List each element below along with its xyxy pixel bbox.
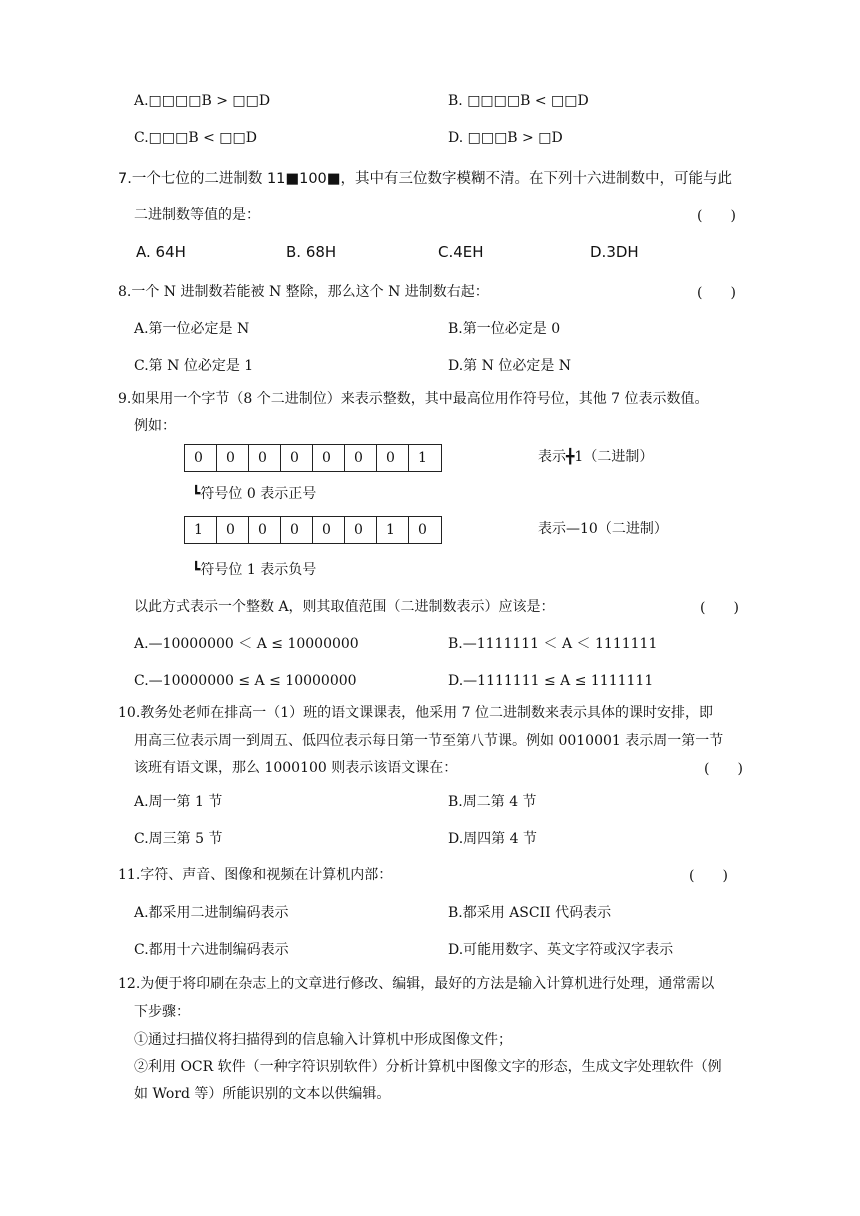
q10-option-a: A.周一第 1 节 [134, 794, 223, 810]
q10-stem-line3: 该班有语文课，那么 1000100 则表示该语文课在： [134, 760, 458, 776]
q9-question: 以此方式表示一个整数 A，则其取值范围（二进制数表示）应该是： [134, 599, 555, 615]
bit-cell: 0 [249, 517, 281, 543]
bit-cell: 0 [217, 445, 249, 471]
q8-option-d: D.第 N 位必定是 N [448, 358, 572, 374]
bit-cell: 0 [418, 522, 427, 538]
bit-cell: 1 [185, 517, 217, 543]
bit-cell: 0 [249, 445, 281, 471]
q9-row2-description: 表示—10（二进制） [538, 521, 668, 537]
q11-stem: 11.字符、声音、图像和视频在计算机内部： [118, 867, 393, 883]
bit-cell: 0 [313, 445, 345, 471]
bit-cell: 0 [185, 445, 217, 471]
q9-byte-box-2 [184, 516, 442, 544]
bit-cell: 0 [281, 517, 313, 543]
q9-option-d: D.—1111111 ≤ A ≤ 1111111 [448, 673, 654, 689]
q11-option-c: C.都用十六进制编码表示 [134, 942, 289, 958]
q6-option-a: A.□□□□B > □□D [134, 93, 271, 109]
q10-stem-line2: 用高三位表示周一到周五、低四位表示每日第一节至第八节课。例如 0010001 表示周一第一节 [134, 733, 724, 749]
bit-cell: 0 [377, 445, 409, 471]
bit-cell: 0 [345, 445, 377, 471]
bit-cell: 0 [281, 445, 313, 471]
q12-stem-line2: 下步骤： [134, 1004, 190, 1020]
q9-stem-line2: 例如： [134, 418, 176, 434]
q11-option-a: A.都采用二进制编码表示 [134, 905, 289, 921]
q11-option-b: B.都采用 ASCII 代码表示 [448, 905, 612, 921]
q12-step-1: ①通过扫描仪将扫描得到的信息输入计算机中形成图像文件； [134, 1032, 512, 1048]
q8-answer-paren: ( ) [697, 285, 736, 301]
q7-option-a: A. 64H [136, 243, 186, 261]
q7-stem-line2: 二进制数等值的是： [134, 207, 260, 223]
q10-option-c: C.周三第 5 节 [134, 831, 223, 847]
q9-option-a: A.—10000000 ＜ A ≤ 10000000 [134, 636, 359, 652]
q9-option-b: B.—1111111 ＜ A ＜ 1111111 [448, 636, 658, 652]
q10-option-b: B.周二第 4 节 [448, 794, 537, 810]
q11-answer-paren: ( ) [689, 868, 728, 884]
q8-option-b: B.第一位必定是 0 [448, 321, 561, 337]
q6-option-d: D. □□□B > □D [448, 130, 563, 146]
q9-option-c: C.—10000000 ≤ A ≤ 10000000 [134, 673, 357, 689]
q7-option-d: D.3DH [590, 243, 639, 261]
q7-option-b: B. 68H [286, 243, 337, 261]
q9-row1-description: 表示╋1（二进制） [538, 449, 654, 465]
q12-stem-line1: 12.为便于将印刷在杂志上的文章进行修改、编辑，最好的方法是输入计算机进行处理，通常需以 [118, 976, 715, 992]
q6-option-b: B. □□□□B < □□D [448, 93, 589, 109]
q8-option-a: A.第一位必定是 N [134, 321, 250, 337]
q8-stem: 8.一个 N 进制数若能被 N 整除，那么这个 N 进制数右起： [118, 284, 489, 300]
q7-answer-paren: ( ) [697, 208, 736, 224]
q9-row1-sign-note: ┗符号位 0 表示正号 [192, 486, 317, 502]
q6-option-c: C.□□□B < □□D [134, 130, 257, 146]
q10-option-d: D.周四第 4 节 [448, 831, 537, 847]
q10-stem-line1: 10.教务处老师在排高一（1）班的语文课课表，他采用 7 位二进制数来表示具体的课时安排，即 [118, 705, 713, 721]
q7-stem-line1: 7.一个七位的二进制数 11■100■，其中有三位数字模糊不清。在下列十六进制数中，可能与此 [118, 171, 732, 187]
q10-answer-paren: ( ) [704, 761, 743, 777]
q11-option-d: D.可能用数字、英文字符或汉字表示 [448, 942, 674, 958]
bit-cell: 0 [313, 517, 345, 543]
q12-step-2-line1: ②利用 OCR 软件（一种字符识别软件）分析计算机中图像文字的形态，生成文字处理软件（例 [134, 1059, 722, 1075]
q8-option-c: C.第 N 位必定是 1 [134, 358, 254, 374]
bit-cell: 0 [217, 517, 249, 543]
q9-stem-line1: 9.如果用一个字节（8 个二进制位）来表示整数，其中最高位用作符号位，其他 7 位表示数值。 [118, 391, 709, 407]
q9-byte-box-1 [184, 444, 442, 472]
q9-row2-sign-note: ┗符号位 1 表示负号 [192, 562, 317, 578]
bit-cell: 1 [418, 450, 427, 466]
bit-cell: 0 [345, 517, 377, 543]
bit-cell: 1 [377, 517, 409, 543]
q12-step-2-line2: 如 Word 等）所能识别的文本以供编辑。 [134, 1086, 391, 1102]
q7-option-c: C.4EH [438, 243, 484, 261]
q9-answer-paren: ( ) [700, 600, 739, 616]
